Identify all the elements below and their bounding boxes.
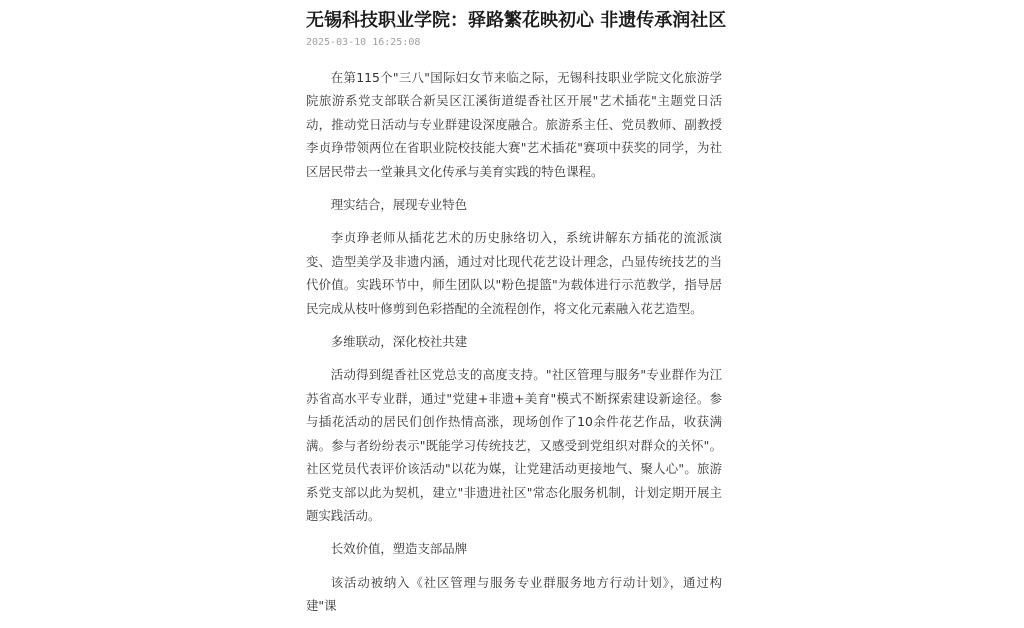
article-title: 无锡科技职业学院：驿路繁花映初心 非遗传承润社区 bbox=[306, 10, 727, 31]
article-body bbox=[306, 66, 722, 618]
paragraph-intro: 在第115个"三八"国际妇女节来临之际，无锡科技职业学院文化旅游学院旅游系党支部联合新吴区江溪街道缇香社区开展"艺术插花"主题党日活动，推动党日活动与专业群建设深度融合。旅游系主任、党员教师、副教授李贞琤带领两位在省职业院校技能大赛"艺术插花"赛项中获奖的同学，为社区居民带去一堂兼具文化传承与美育实践的特色课程。 bbox=[306, 70, 722, 179]
paragraph-practice: 李贞琤老师从插花艺术的历史脉络切入，系统讲解东方插花的流派演变、造型美学及非遗内涵，通过对比现代花艺设计理念，凸显传统技艺的当代价值。实践环节中，师生团队以"粉色提篮"为载体进行示范教学，指导居民完成从枝叶修剪到色彩搭配的全流程创作，将文化元素融入花艺造型。 bbox=[306, 230, 722, 316]
publish-datetime: 2025-03-10 16:25:08 bbox=[306, 37, 421, 48]
article bbox=[306, 0, 727, 628]
section-heading-practice: 理实结合，展现专业特色 bbox=[330, 197, 468, 213]
paragraph-cooperation: 活动得到缇香社区党总支的高度支持。"社区管理与服务"专业群作为江苏省高水平专业群，通过"党建+非遗+美育"模式不断探索建设新途径。参与插花活动的居民们创作热情高涨，现场创作了10余件花艺作品，收获满满。参与者纷纷表示"既能学习传统技艺，又感受到党组织对群众的关怀"。社区党员代表评价该活动"以花为媒，让党建活动更接地气、聚人心"。旅游系党支部以此为契机，建立"非遗进社区"常态化服务机制，计划定期开展主题实践活动。 bbox=[306, 367, 722, 523]
paragraph-brand: 该活动被纳入《社区管理与服务专业群服务地方行动计划》，通过构建"课 bbox=[306, 574, 722, 614]
section-heading-brand: 长效价值，塑造支部品牌 bbox=[330, 541, 468, 557]
section-heading-cooperation: 多维联动，深化校社共建 bbox=[330, 334, 468, 350]
